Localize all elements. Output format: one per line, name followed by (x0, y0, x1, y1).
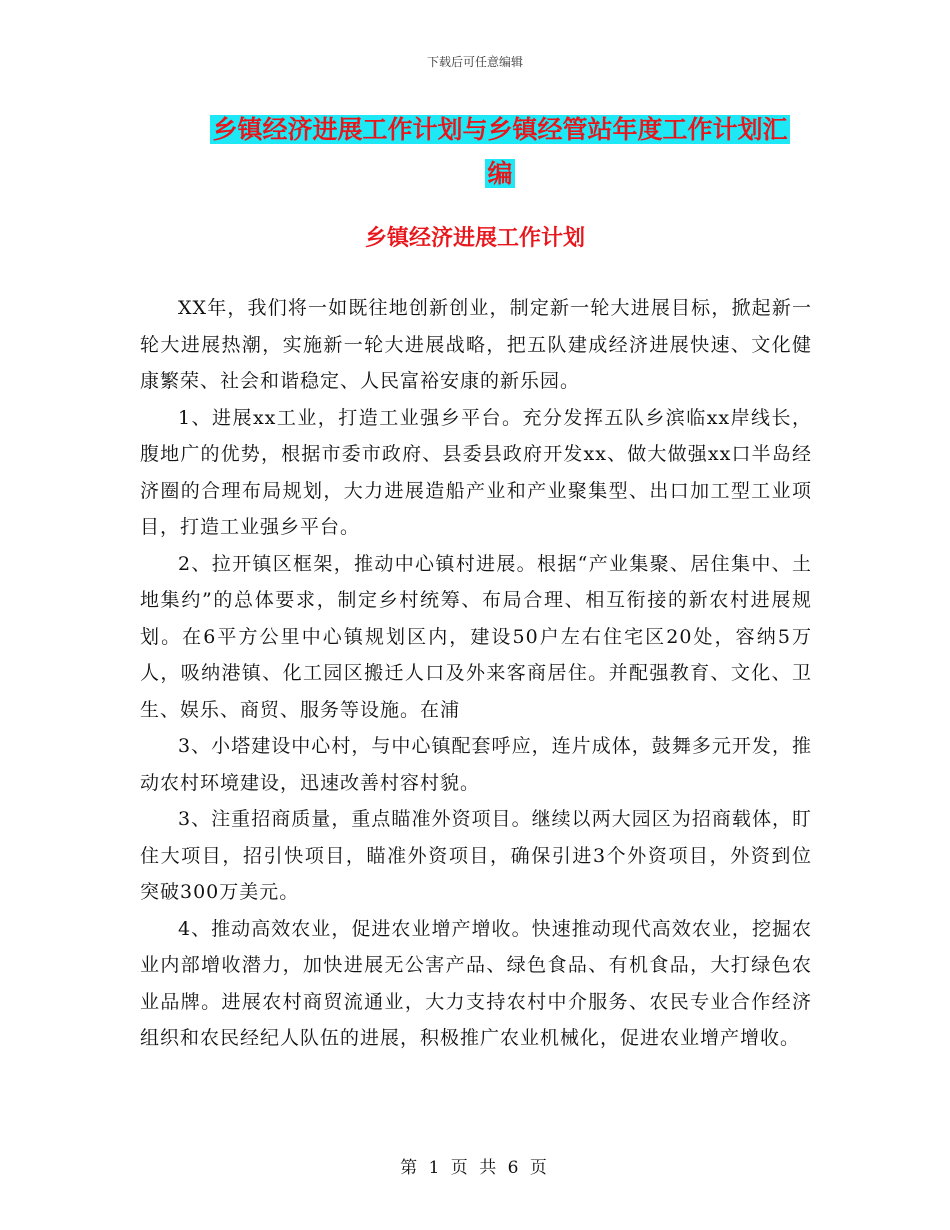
document-title-line2: 编 (487, 159, 513, 188)
paragraph-item-3a: 3、小塔建设中心村，与中心镇配套呼应，连片成体，鼓舞多元开发，推动农村环境建设，迅速改善村容村貌。 (140, 735, 812, 794)
body-text (140, 290, 812, 1057)
paragraph-item-2: 2、拉开镇区框架，推动中心镇村进展。根据“产业集聚、居住集中、土地集约”的总体要求，制定乡村统筹、布局合理、相互衔接的新农村进展规划。在6平方公里中心镇规划区内，建设50户左右住宅区20处，容纳5万人，吸纳港镇、化工园区搬迁人口及外来客商居住。并配强教育、文化、卫生、娱乐、商贸、服务等设施。在浦 (140, 552, 812, 721)
document-title-line1: 乡镇经济进展工作计划与乡镇经管站年度工作计划汇 (212, 115, 788, 144)
paragraph-item-1: 1、进展xx工业，打造工业强乡平台。充分发挥五队乡滨临xx岸线长，腹地广的优势，根据市委市政府、县委县政府开发xx、做大做强xx口半岛经济圈的合理布局规划，大力进展造船产业和产业聚集型、出口加工型工业项目，打造工业强乡平台。 (140, 406, 812, 538)
page-number-footer: 第 1 页 共 6 页 (400, 1158, 550, 1178)
paragraph-item-3b: 3、注重招商质量，重点瞄准外资项目。继续以两大园区为招商载体，盯住大项目，招引快项目，瞄准外资项目，确保引进3个外资项目，外资到位突破300万美元。 (140, 808, 812, 903)
paragraph-item-4: 4、推动高效农业，促进农业增产增收。快速推动现代高效农业，挖掘农业内部增收潜力，加快进展无公害产品、绿色食品、有机食品，大打绿色农业品牌。进展农村商贸流通业，大力支持农村中介服务、农民专业合作经济组织和农民经纪人队伍的进展，积极推广农业机械化，促进农业增产增收。 (140, 917, 812, 1049)
section-heading: 乡镇经济进展工作计划 (364, 226, 585, 251)
header-note: 下载后可任意编辑 (426, 55, 523, 69)
paragraph-intro: XX年，我们将一如既往地创新创业，制定新一轮大进展目标，掀起新一轮大进展热潮，实施新一轮大进展战略，把五队建成经济进展快速、文化健康繁荣、社会和谐稳定、人民富裕安康的新乐园。 (140, 297, 812, 392)
document-title (150, 108, 850, 196)
